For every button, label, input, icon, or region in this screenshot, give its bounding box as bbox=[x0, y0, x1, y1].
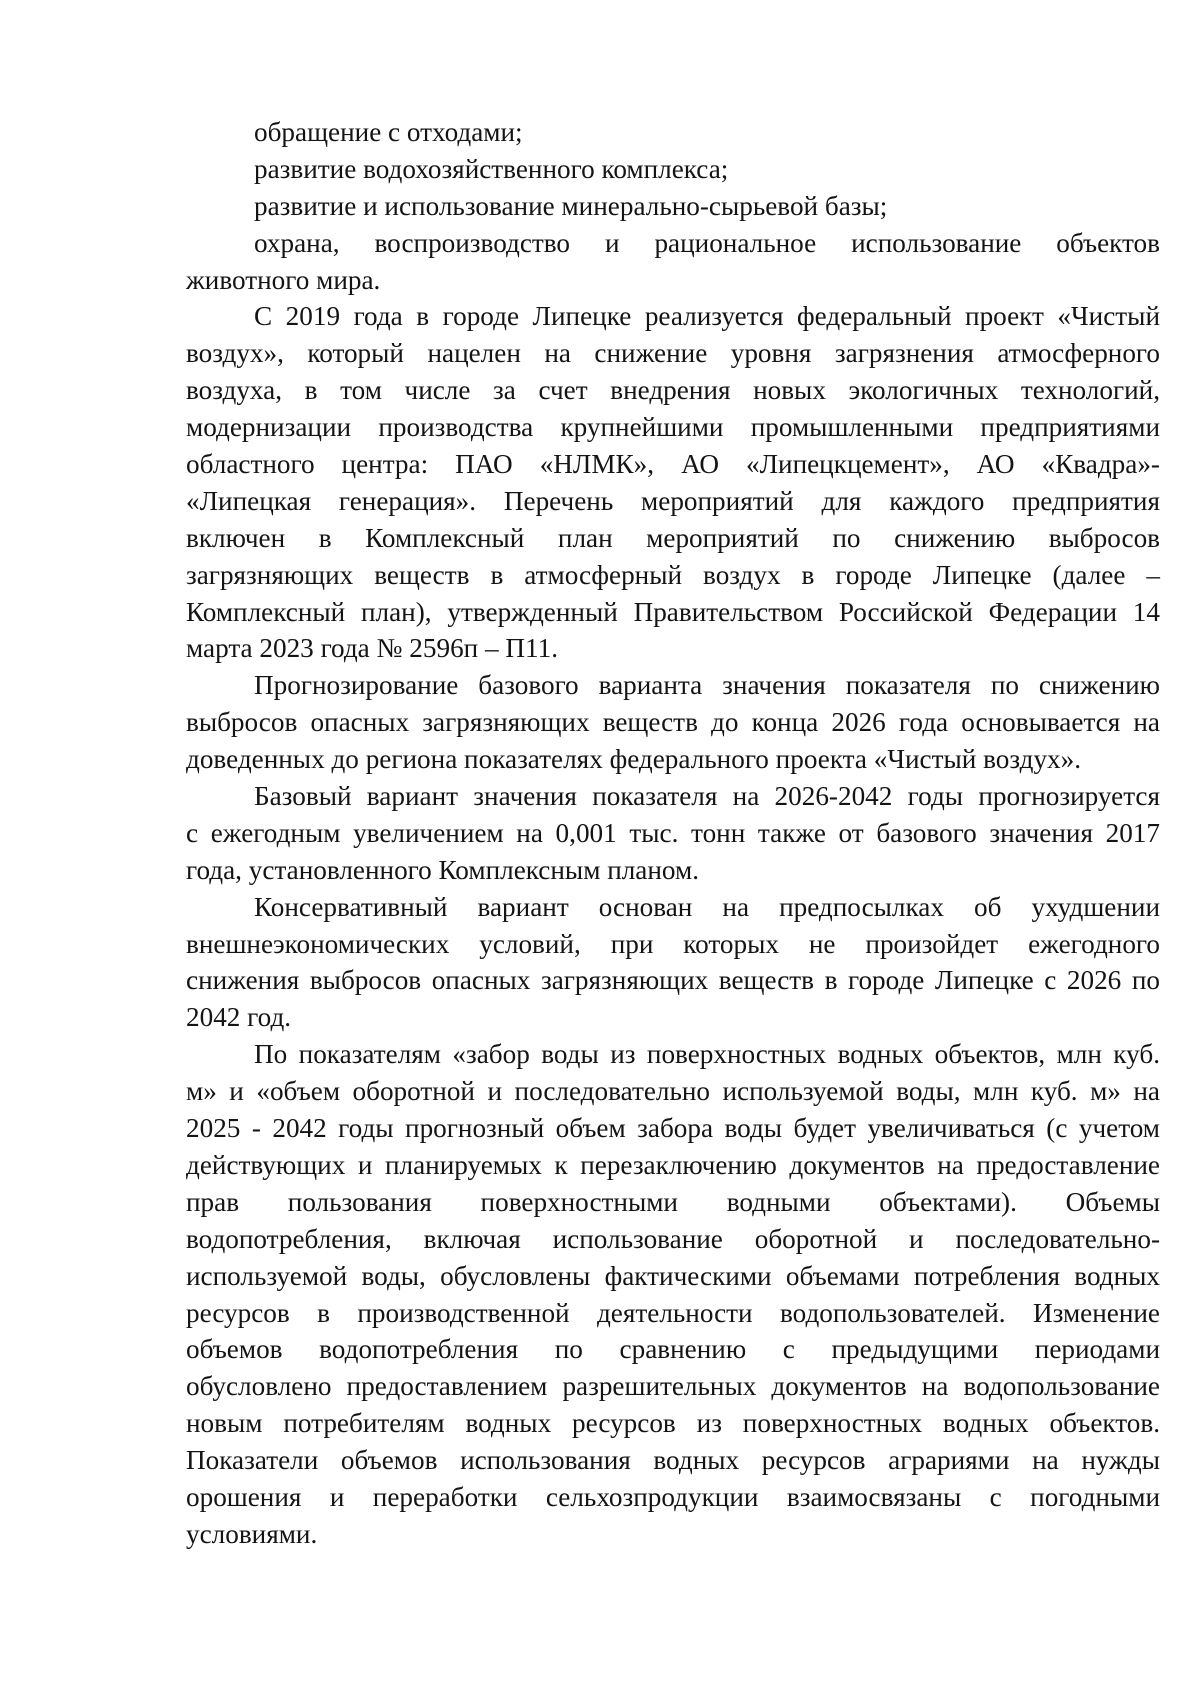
paragraph bbox=[186, 114, 1160, 151]
text-line: снижения выбросов опасных загрязняющих веществ в городе Липецке с 2026 по bbox=[186, 965, 1160, 996]
text-line: загрязняющих веществ в атмосферный воздух в городе Липецке (далее – bbox=[186, 559, 1160, 590]
text-line: водопотребления, включая использование оборотной и последовательно- bbox=[186, 1223, 1160, 1254]
paragraph bbox=[186, 667, 1160, 778]
paragraph bbox=[186, 889, 1160, 1037]
text-line: доведенных до региона показателях федерального проекта «Чистый воздух». bbox=[186, 744, 1082, 775]
text-line: Консервативный вариант основан на предпосылках об ухудшении bbox=[254, 891, 1160, 922]
text-line: С 2019 года в городе Липецке реализуется федеральный проект «Чистый bbox=[254, 301, 1160, 332]
text-line: орошения и переработки сельхозпродукции взаимосвязаны с погодными bbox=[186, 1481, 1160, 1512]
text-line: 2025 - 2042 годы прогнозный объем забора воды будет увеличиваться (с учетом bbox=[186, 1113, 1160, 1144]
text-line: объемов водопотребления по сравнению с предыдущими периодами bbox=[186, 1334, 1160, 1365]
text-line: обращение с отходами; bbox=[254, 117, 523, 147]
text-line: Комплексный план), утвержденный Правительством Российской Федерации 14 bbox=[186, 596, 1160, 627]
text-line: внешнеэкономических условий, при которых не произойдет ежегодного bbox=[186, 928, 1160, 959]
text-line: По показателям «забор воды из поверхностных водных объектов, млн куб. bbox=[254, 1039, 1160, 1070]
paragraph bbox=[186, 188, 1160, 225]
text-line: м» и «объем оборотной и последовательно используемой воды, млн куб. м» на bbox=[186, 1076, 1160, 1107]
text-line: Прогнозирование базового варианта значения показателя по снижению bbox=[254, 670, 1160, 701]
text-line: развитие водохозяйственного комплекса; bbox=[254, 153, 729, 184]
text-line: обусловлено предоставлением разрешительных документов на водопользование bbox=[186, 1371, 1160, 1402]
text-line: с ежегодным увеличением на 0,001 тыс. тонн также от базового значения 2017 bbox=[186, 817, 1160, 848]
text-line: используемой воды, обусловлены фактическими объемами потребления водных bbox=[186, 1260, 1160, 1291]
text-line: модернизации производства крупнейшими промышленными предприятиями bbox=[186, 412, 1160, 443]
text-line: марта 2023 года № 2596п – П11. bbox=[186, 633, 559, 664]
text-line: прав пользования поверхностными водными объектами). Объемы bbox=[186, 1186, 1160, 1217]
text-line: воздух», который нацелен на снижение уровня загрязнения атмосферного bbox=[186, 338, 1160, 369]
paragraph bbox=[186, 151, 1160, 188]
text-line: новым потребителям водных ресурсов из поверхностных водных объектов. bbox=[186, 1408, 1160, 1439]
text-line: охрана, воспроизводство и рациональное использование объектов bbox=[254, 227, 1160, 258]
paragraph bbox=[186, 778, 1160, 889]
paragraph bbox=[186, 1036, 1160, 1552]
text-line: включен в Комплексный план мероприятий по снижению выбросов bbox=[186, 522, 1160, 553]
paragraph bbox=[186, 225, 1160, 299]
text-line: ресурсов в производственной деятельности водопользователей. Изменение bbox=[186, 1297, 1160, 1328]
text-line: развитие и использование минерально-сырьевой базы; bbox=[254, 190, 888, 221]
text-line: воздуха, в том числе за счет внедрения новых экологичных технологий, bbox=[186, 375, 1160, 406]
text-line: «Липецкая генерация». Перечень мероприятий для каждого предприятия bbox=[186, 485, 1160, 516]
text-line: действующих и планируемых к перезаключению документов на предоставление bbox=[186, 1149, 1160, 1180]
text-line: 2042 год. bbox=[186, 1002, 292, 1033]
paragraph bbox=[186, 298, 1160, 667]
document-body bbox=[186, 114, 1160, 1553]
text-line: условиями. bbox=[186, 1518, 318, 1549]
text-line: областного центра: ПАО «НЛМК», АО «Липецкцемент», АО «Квадра»- bbox=[186, 449, 1160, 480]
text-line: животного мира. bbox=[186, 264, 381, 295]
text-line: выбросов опасных загрязняющих веществ до конца 2026 года основывается на bbox=[186, 707, 1160, 738]
text-line: Базовый вариант значения показателя на 2026-2042 годы прогнозируется bbox=[254, 781, 1160, 812]
text-line: Показатели объемов использования водных ресурсов аграриями на нужды bbox=[186, 1445, 1160, 1476]
text-line: года, установленного Комплексным планом. bbox=[186, 854, 700, 885]
